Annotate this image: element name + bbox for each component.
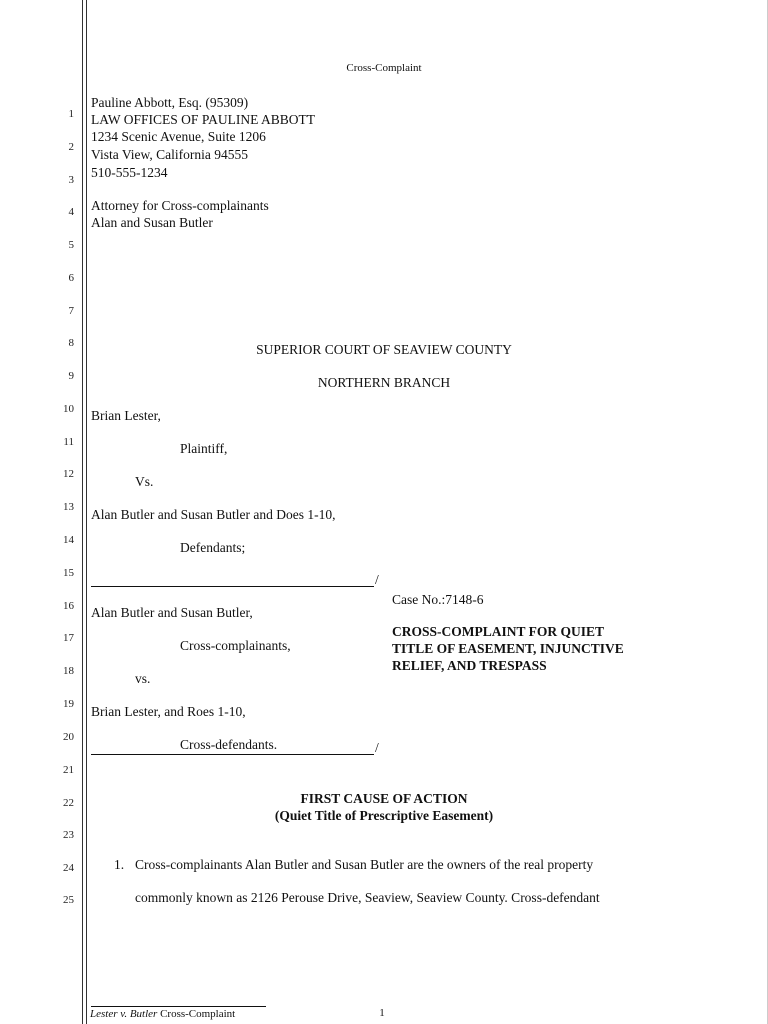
line-number: 18 [63, 665, 74, 677]
margin-rule-left-2 [86, 0, 87, 1024]
line-number: 24 [63, 862, 74, 874]
line-number: 21 [63, 764, 74, 776]
line-number: 12 [63, 468, 74, 480]
caption-slash-1: / [375, 572, 379, 587]
page-header-title: Cross-Complaint [346, 62, 422, 74]
page-number: 1 [379, 1007, 385, 1019]
case-number: Case No.:7148-6 [392, 592, 484, 607]
cross-defendants-label: Cross-defendants. [180, 737, 278, 752]
defendants-label: Defendants; [180, 540, 246, 555]
line-number: 10 [63, 403, 74, 415]
line-number: 16 [63, 600, 74, 612]
line-number: 25 [63, 894, 74, 906]
line-number: 9 [68, 370, 74, 382]
attorney-role-line2: Alan and Susan Butler [91, 215, 213, 230]
versus-label-1: Vs. [135, 474, 154, 489]
line-number: 23 [63, 829, 74, 841]
paragraph-line2: commonly known as 2126 Perouse Drive, Seaview, Seaview County. Cross-defendant [135, 890, 600, 905]
attorney-firm: LAW OFFICES OF PAULINE ABBOTT [91, 112, 315, 127]
paragraph-line1: Cross-complainants Alan Butler and Susan Butler are the owners of the real property [135, 857, 594, 872]
document-title-line2: TITLE OF EASEMENT, INJUNCTIVE [392, 641, 624, 656]
attorney-address-line2: Vista View, California 94555 [91, 147, 248, 162]
cross-complainants-name: Alan Butler and Susan Butler, [91, 605, 253, 620]
section-subheading: (Quiet Title of Prescriptive Easement) [274, 808, 494, 823]
footer-case-caption [90, 1008, 235, 1020]
line-number: 15 [63, 567, 74, 579]
cross-defendants-name: Brian Lester, and Roes 1-10, [91, 704, 246, 719]
line-number: 4 [68, 206, 74, 218]
line-number: 1 [68, 108, 74, 120]
line-number: 11 [63, 436, 74, 448]
attorney-address-line1: 1234 Scenic Avenue, Suite 1206 [91, 129, 266, 144]
caption-slash-2: / [375, 740, 379, 755]
footer-case-rest: Cross-Complaint [157, 1008, 236, 1020]
line-number: 8 [68, 337, 74, 349]
court-branch: NORTHERN BRANCH [317, 375, 451, 390]
line-number: 22 [63, 797, 74, 809]
line-number: 13 [63, 501, 74, 513]
line-number: 19 [63, 698, 74, 710]
line-number: 14 [63, 534, 74, 546]
plaintiff-label: Plaintiff, [180, 441, 228, 456]
line-number: 7 [68, 305, 74, 317]
section-heading: FIRST CAUSE OF ACTION [300, 791, 468, 806]
line-number: 6 [68, 272, 74, 284]
line-number: 5 [68, 239, 74, 251]
cross-complainants-label: Cross-complainants, [180, 638, 291, 653]
line-number: 3 [68, 174, 74, 186]
attorney-phone: 510-555-1234 [91, 165, 168, 180]
caption-rule-1 [91, 586, 374, 587]
document-title-line1: CROSS-COMPLAINT FOR QUIET [392, 624, 605, 639]
line-number: 20 [63, 731, 74, 743]
document-title-line3: RELIEF, AND TRESPASS [392, 658, 547, 673]
margin-rule-left-1 [82, 0, 83, 1024]
defendants-name: Alan Butler and Susan Butler and Does 1-10, [91, 507, 336, 522]
footer-rule [91, 1006, 266, 1007]
versus-label-2: vs. [135, 671, 151, 686]
caption-rule-2 [91, 754, 374, 755]
attorney-role-line1: Attorney for Cross-complainants [91, 198, 269, 213]
attorney-name: Pauline Abbott, Esq. (95309) [91, 95, 249, 110]
paragraph-number: 1. [114, 857, 125, 872]
line-number: 17 [63, 632, 74, 644]
line-number: 2 [68, 141, 74, 153]
plaintiff-name: Brian Lester, [91, 408, 161, 423]
court-name: SUPERIOR COURT OF SEAVIEW COUNTY [256, 342, 512, 357]
footer-case-italic: Lester v. Butler [90, 1008, 158, 1020]
